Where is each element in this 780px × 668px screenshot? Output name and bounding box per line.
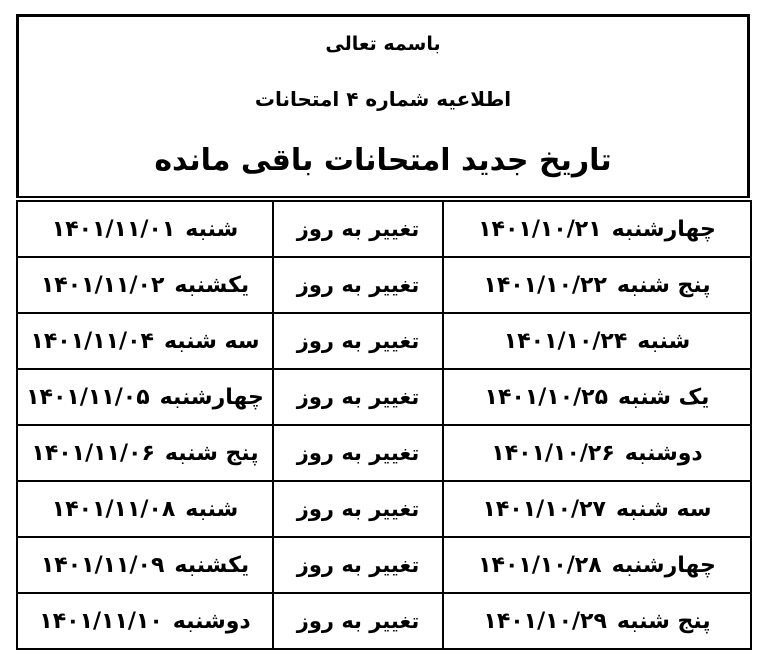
new-day: چهارشنبه xyxy=(159,384,264,410)
change-label: تغییر به روز xyxy=(273,481,443,537)
original-day: شنبه xyxy=(637,328,691,354)
original-date: ۱۴۰۱/۱۰/۲۵ xyxy=(484,384,609,410)
new-date: ۱۴۰۱/۱۱/۰۴ xyxy=(30,328,154,354)
table-row xyxy=(17,425,751,481)
table-row xyxy=(17,257,751,313)
new-date-cell xyxy=(17,425,273,481)
original-date: ۱۴۰۱/۱۰/۲۸ xyxy=(478,552,602,578)
original-day: دوشنبه xyxy=(624,440,703,466)
original-date-cell xyxy=(443,257,751,313)
table-row xyxy=(17,369,751,425)
original-date-cell xyxy=(443,593,751,649)
change-label: تغییر به روز xyxy=(273,425,443,481)
new-date: ۱۴۰۱/۱۱/۰۲ xyxy=(40,272,165,298)
new-date-cell xyxy=(17,537,273,593)
original-date: ۱۴۰۱/۱۰/۲۶ xyxy=(491,440,615,466)
original-date-cell xyxy=(443,481,751,537)
original-date-cell xyxy=(443,201,751,257)
header-invocation: باسمه تعالی xyxy=(325,33,441,55)
new-date-cell xyxy=(17,481,273,537)
new-day: شنبه xyxy=(185,216,239,242)
announcement-number: اطلاعیه شماره ۴ امتحانات xyxy=(254,87,512,111)
new-date: ۱۴۰۱/۱۱/۰۵ xyxy=(26,384,150,410)
original-date: ۱۴۰۱/۱۰/۲۹ xyxy=(483,608,607,634)
original-date-cell xyxy=(443,313,751,369)
new-date: ۱۴۰۱/۱۱/۰۹ xyxy=(40,552,165,578)
announcement-sheet xyxy=(16,14,750,646)
new-day: دوشنبه xyxy=(172,608,251,634)
change-label: تغییر به روز xyxy=(273,537,443,593)
new-day: شنبه xyxy=(185,496,239,522)
original-day: چهارشنبه xyxy=(611,552,716,578)
new-date: ۱۴۰۱/۱۱/۰۶ xyxy=(31,440,155,466)
change-label: تغییر به روز xyxy=(273,257,443,313)
original-date-cell xyxy=(443,537,751,593)
exam-schedule-table xyxy=(16,200,752,650)
new-date: ۱۴۰۱/۱۱/۰۸ xyxy=(51,496,176,522)
change-label: تغییر به روز xyxy=(273,201,443,257)
original-day: سه شنبه xyxy=(615,496,712,522)
new-date-cell xyxy=(17,369,273,425)
table-row xyxy=(17,481,751,537)
new-date: ۱۴۰۱/۱۱/۰۱ xyxy=(51,216,176,242)
new-day: یکشنبه xyxy=(174,552,250,578)
change-label: تغییر به روز xyxy=(273,313,443,369)
new-day: پنج شنبه xyxy=(164,440,259,466)
change-label: تغییر به روز xyxy=(273,593,443,649)
new-date-cell xyxy=(17,593,273,649)
original-date: ۱۴۰۱/۱۰/۲۷ xyxy=(482,496,606,522)
table-row xyxy=(17,313,751,369)
original-date-cell xyxy=(443,369,751,425)
new-day: سه شنبه xyxy=(163,328,260,354)
original-day: پنج شنبه xyxy=(616,272,711,298)
announcement-header xyxy=(16,14,750,198)
announcement-title: تاریخ جدید امتحانات باقی مانده xyxy=(154,143,612,178)
original-date-cell xyxy=(443,425,751,481)
change-label: تغییر به روز xyxy=(273,369,443,425)
table-row xyxy=(17,537,751,593)
original-date: ۱۴۰۱/۱۰/۲۴ xyxy=(503,328,628,354)
original-date: ۱۴۰۱/۱۰/۲۱ xyxy=(478,216,602,242)
original-day: پنج شنبه xyxy=(616,608,711,634)
new-date: ۱۴۰۱/۱۱/۱۰ xyxy=(39,608,163,634)
new-date-cell xyxy=(17,257,273,313)
original-date: ۱۴۰۱/۱۰/۲۲ xyxy=(483,272,607,298)
table-row xyxy=(17,201,751,257)
new-date-cell xyxy=(17,313,273,369)
new-date-cell xyxy=(17,201,273,257)
table-row xyxy=(17,593,751,649)
original-day: یک شنبه xyxy=(618,384,710,410)
new-day: یکشنبه xyxy=(174,272,250,298)
original-day: چهارشنبه xyxy=(611,216,716,242)
